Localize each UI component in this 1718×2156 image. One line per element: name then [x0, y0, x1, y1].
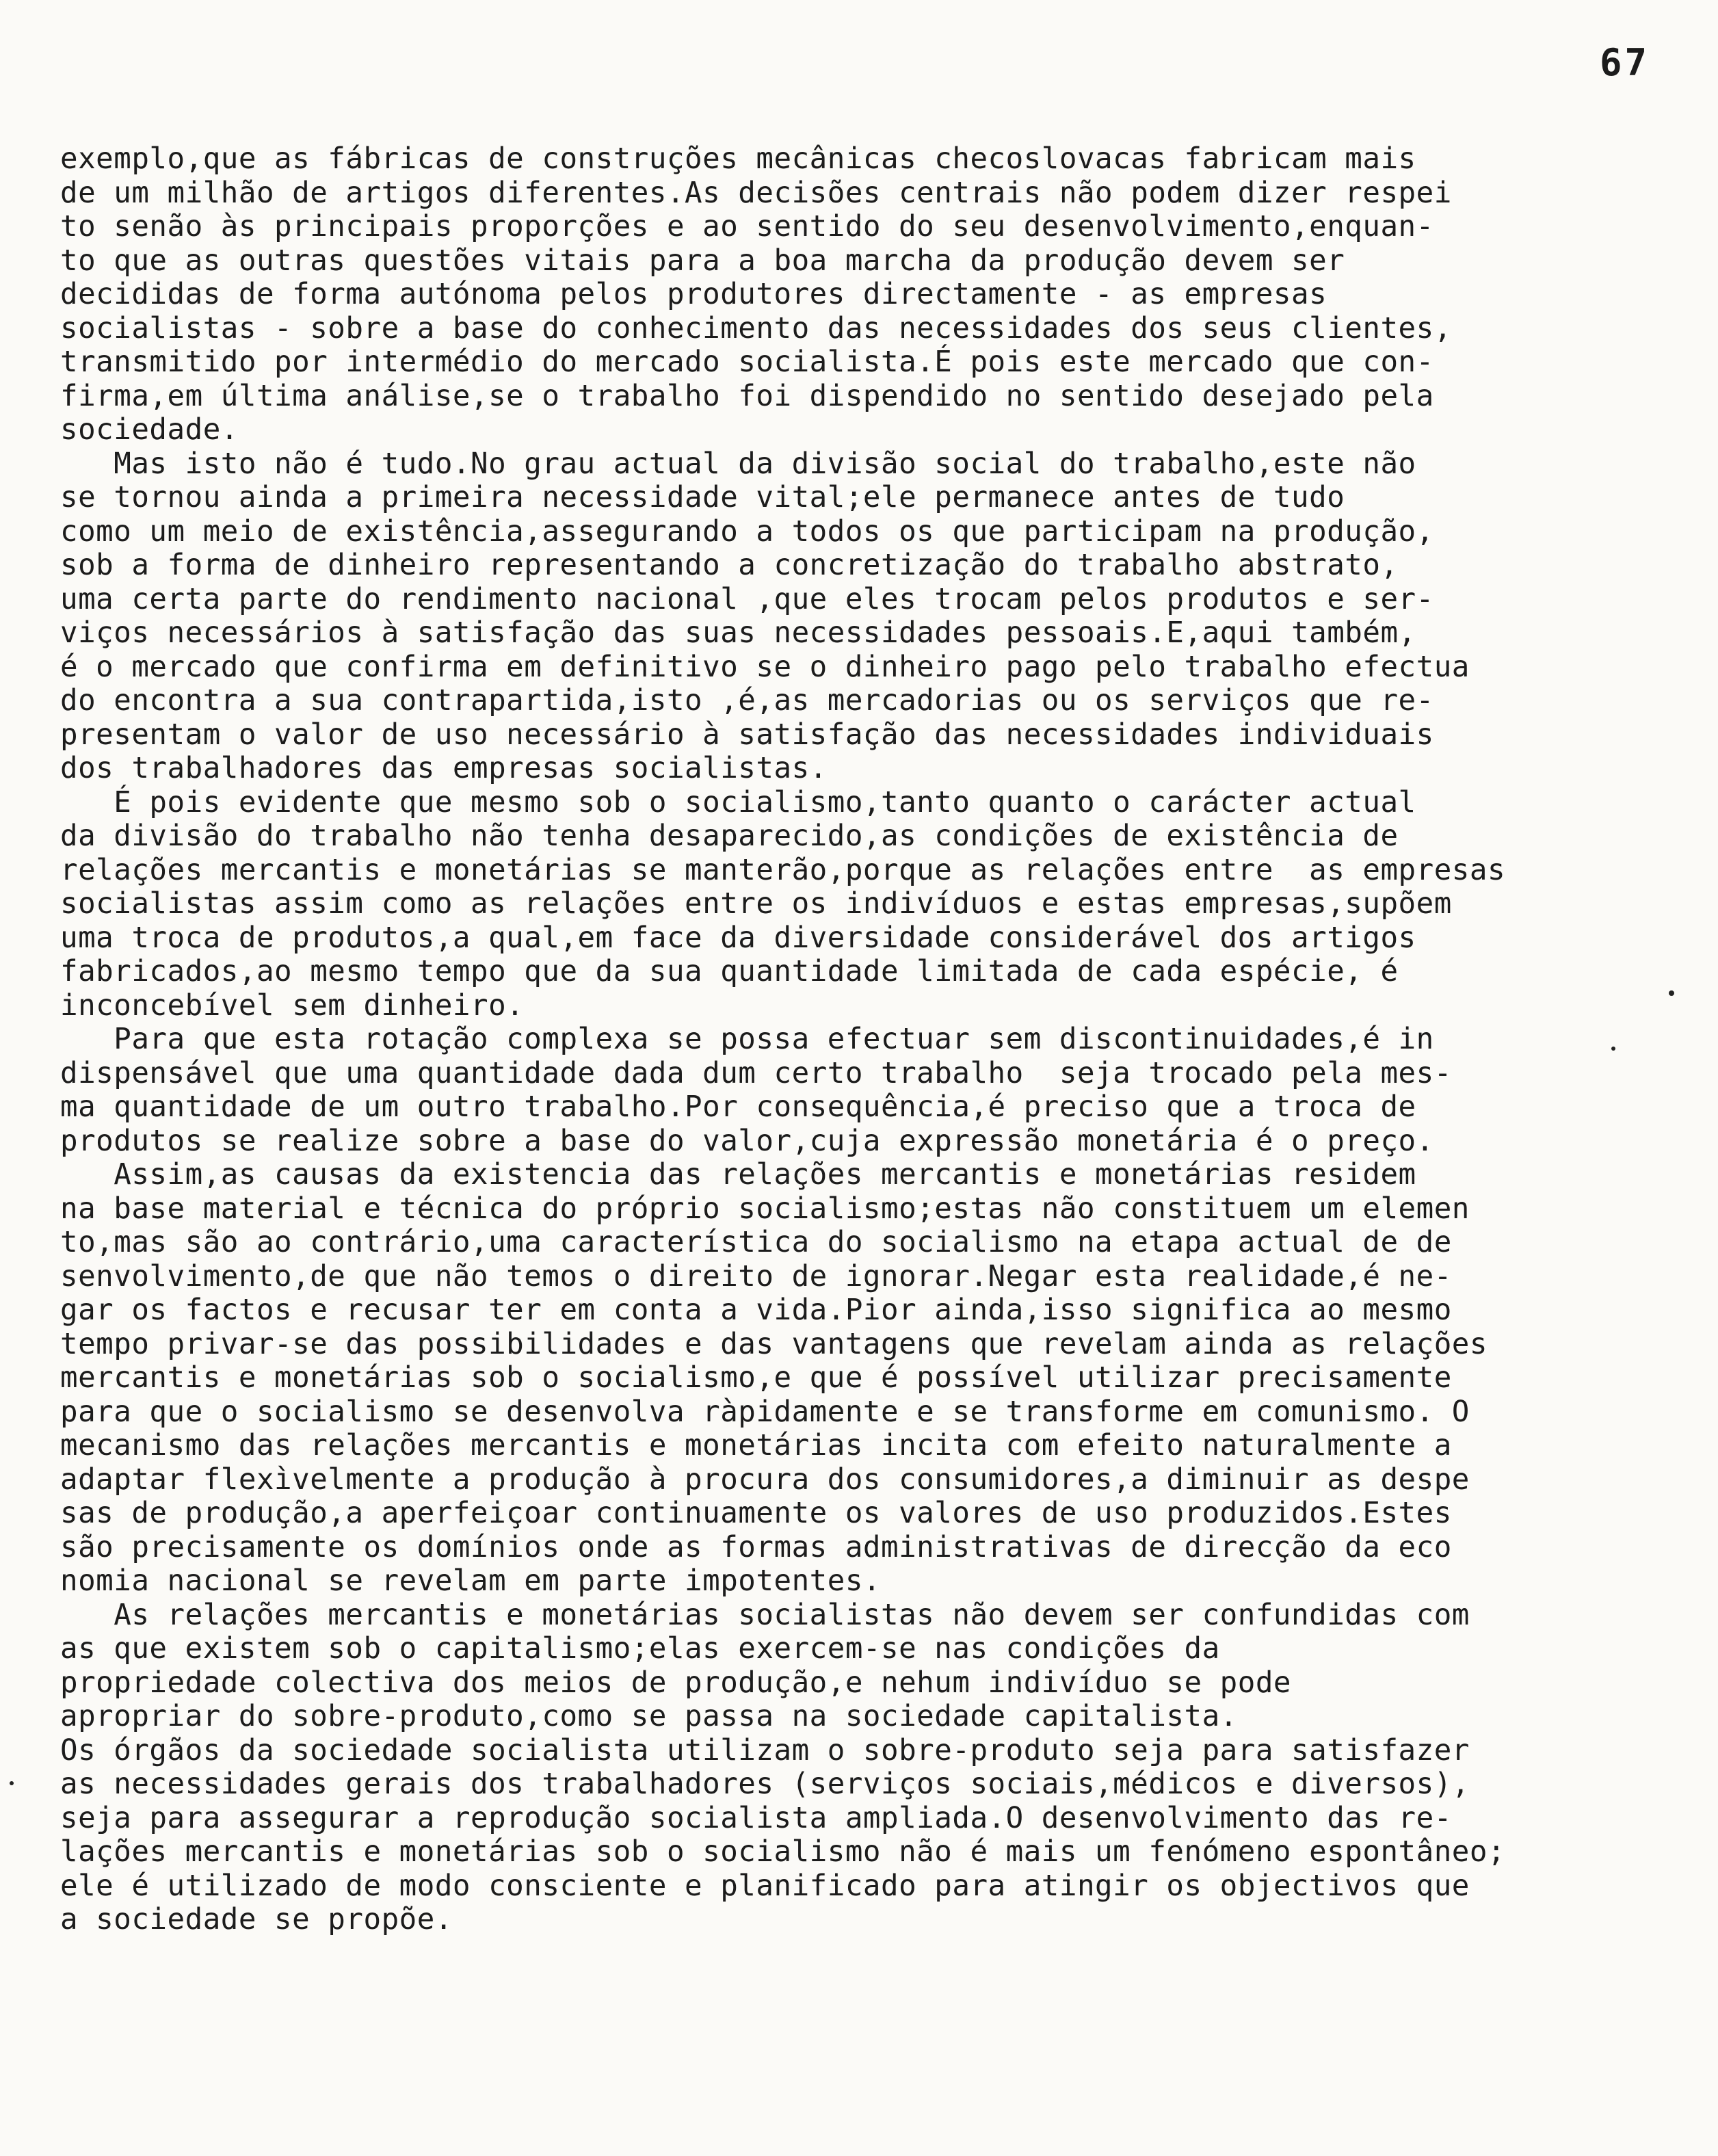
text-line: fabricados,ao mesmo tempo que da sua quantidade limitada de cada espécie, é: [60, 955, 1399, 988]
text-line: se tornou ainda a primeira necessidade vital;ele permanece antes de tudo: [60, 481, 1345, 514]
text-line: to,mas são ao contrário,uma característica do socialismo na etapa actual de de: [60, 1226, 1452, 1259]
ink-speck: [1611, 1047, 1615, 1051]
text-line: to senão às principais proporções e ao sentido do seu desenvolvimento,enquan-: [60, 210, 1434, 244]
text-line: seja para assegurar a reprodução socialista ampliada.O desenvolvimento das re-: [60, 1801, 1452, 1835]
text-line: de um milhão de artigos diferentes.As decisões centrais não podem dizer respei: [60, 176, 1452, 210]
text-line: dispensável que uma quantidade dada dum certo trabalho seja trocado pela mes-: [60, 1056, 1452, 1090]
text-line: tempo privar-se das possibilidades e das vantagens que revelam ainda as relações: [60, 1327, 1488, 1361]
text-line: mecanismo das relações mercantis e monetárias incita com efeito naturalmente a: [60, 1429, 1452, 1462]
text-line: inconcebível sem dinheiro.: [60, 988, 525, 1023]
text-line: exemplo,que as fábricas de construções mecânicas checoslovacas fabricam mais: [60, 142, 1416, 176]
text-line: uma certa parte do rendimento nacional ,que eles trocam pelos produtos e ser-: [60, 582, 1434, 616]
text-line: firma,em última análise,se o trabalho foi dispendido no sentido desejado pela: [60, 379, 1434, 413]
text-line: adaptar flexìvelmente a produção à procura dos consumidores,a diminuir as despe: [60, 1462, 1470, 1497]
text-line: dos trabalhadores das empresas socialistas.: [60, 752, 828, 785]
text-line: relações mercantis e monetárias se manterão,porque as relações entre as empresas: [60, 853, 1506, 887]
ink-speck: [1669, 990, 1674, 996]
text-line: to que as outras questões vitais para a boa marcha da produção devem ser: [60, 244, 1345, 278]
text-line: transmitido por intermédio do mercado socialista.É pois este mercado que con-: [60, 345, 1434, 379]
text-line: ma quantidade de um outro trabalho.Por consequência,é preciso que a troca de: [60, 1090, 1416, 1124]
text-line: sociedade.: [60, 413, 239, 447]
text-line: Para que esta rotação complexa se possa efectuar sem discontinuidades,é in: [60, 1023, 1434, 1056]
text-line: É pois evidente que mesmo sob o socialismo,tanto quanto o carácter actual: [60, 785, 1416, 819]
text-line: a sociedade se propõe.: [60, 1903, 453, 1936]
text-line: sob a forma de dinheiro representando a concretização do trabalho abstrato,: [60, 549, 1399, 582]
text-line: apropriar do sobre-produto,como se passa na sociedade capitalista.: [60, 1700, 1238, 1733]
text-line: lações mercantis e monetárias sob o socialismo não é mais um fenómeno espontâneo;: [60, 1835, 1506, 1869]
text-line: gar os factos e recusar ter em conta a vida.Pior ainda,isso significa ao mesmo: [60, 1293, 1452, 1327]
text-line: produtos se realize sobre a base do valor,cuja expressão monetária é o preço.: [60, 1124, 1434, 1158]
text-line: As relações mercantis e monetárias socialistas não devem ser confundidas com: [60, 1598, 1470, 1632]
ink-speck: [10, 1781, 14, 1785]
text-line: as necessidades gerais dos trabalhadores (serviços sociais,médicos e diversos),: [60, 1767, 1470, 1801]
text-line: presentam o valor de uso necessário à satisfação das necessidades individuais: [60, 718, 1434, 752]
text-line: as que existem sob o capitalismo;elas exercem-se nas condições da: [60, 1632, 1220, 1666]
text-line: socialistas - sobre a base do conhecimento das necessidades dos seus clientes,: [60, 311, 1452, 345]
body-text: [60, 142, 1661, 1937]
text-line: mercantis e monetárias sob o socialismo,e que é possível utilizar precisamente: [60, 1361, 1452, 1395]
text-line: socialistas assim como as relações entre os indivíduos e estas empresas,supõem: [60, 887, 1452, 921]
text-line: são precisamente os domínios onde as formas administrativas de direcção da eco: [60, 1530, 1452, 1564]
text-line: propriedade colectiva dos meios de produção,e nehum indivíduo se pode: [60, 1666, 1292, 1700]
text-line: sas de produção,a aperfeiçoar continuamente os valores de uso produzidos.Estes: [60, 1497, 1452, 1530]
text-line: uma troca de produtos,a qual,em face da diversidade considerável dos artigos: [60, 921, 1416, 955]
text-line: na base material e técnica do próprio socialismo;estas não constituem um elemen: [60, 1192, 1470, 1226]
text-line: como um meio de existência,assegurando a todos os que participam na produção,: [60, 514, 1434, 549]
text-line: da divisão do trabalho não tenha desaparecido,as condições de existência de: [60, 819, 1399, 853]
text-line: nomia nacional se revelam em parte impotentes.: [60, 1564, 882, 1598]
text-line: Assim,as causas da existencia das relações mercantis e monetárias residem: [60, 1158, 1416, 1192]
text-line: Mas isto não é tudo.No grau actual da divisão social do trabalho,este não: [60, 447, 1416, 481]
text-line: Os órgãos da sociedade socialista utilizam o sobre-produto seja para satisfazer: [60, 1733, 1470, 1767]
text-line: viços necessários à satisfação das suas necessidades pessoais.E,aqui também,: [60, 616, 1416, 650]
text-line: decididas de forma autónoma pelos produtores directamente - as empresas: [60, 278, 1327, 311]
text-line: ele é utilizado de modo consciente e planificado para atingir os objectivos que: [60, 1869, 1470, 1903]
page-number: 67: [1599, 41, 1650, 84]
text-line: para que o socialismo se desenvolva ràpidamente e se transforme em comunismo. O: [60, 1395, 1470, 1429]
text-line: é o mercado que confirma em definitivo se o dinheiro pago pelo trabalho efectua: [60, 650, 1470, 684]
text-line: senvolvimento,de que não temos o direito de ignorar.Negar esta realidade,é ne-: [60, 1259, 1452, 1293]
text-line: do encontra a sua contrapartida,isto ,é,as mercadorias ou os serviços que re-: [60, 684, 1434, 718]
